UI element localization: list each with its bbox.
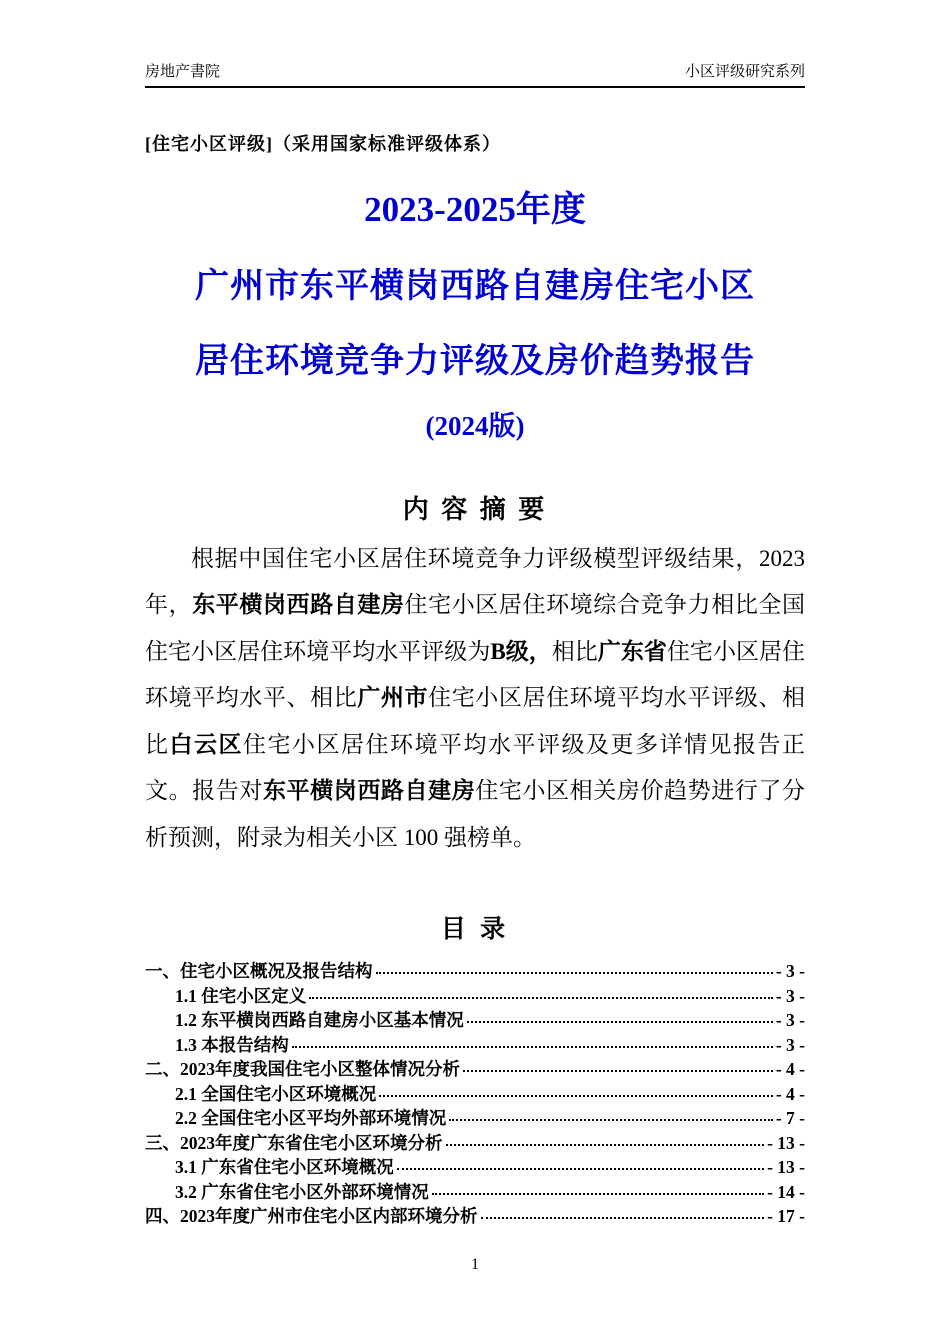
abstract-text: 住宅小区相关房价趋势进行了分析预测，附录为相关小区 100 强榜单。 [145, 778, 806, 850]
toc-dotted-leader [309, 997, 773, 999]
toc-item-page-number: - 3 - [775, 985, 805, 1006]
toc-item-page-number: - 3 - [775, 1010, 805, 1031]
toc-item-label: 三、2023年度广东省住宅小区环境分析 [145, 1132, 443, 1153]
abstract-paragraph [145, 536, 805, 861]
toc-item[interactable] [145, 1204, 805, 1229]
toc-heading: 目 录 [440, 916, 510, 944]
table-of-contents [145, 959, 805, 1229]
toc-dotted-leader [449, 1119, 773, 1121]
report-title-years: 2023-2025年度 [364, 190, 586, 229]
toc-item-page-number: - 7 - [775, 1108, 805, 1129]
toc-item[interactable] [145, 1155, 805, 1180]
abstract-bold-text: 广州市 [357, 685, 429, 711]
abstract-bold-text: 东平横岗西路自建房 [262, 778, 476, 804]
toc-item[interactable] [145, 1180, 805, 1205]
abstract-text: 住宅小区居住环境综合竞争力相比全国住宅小区居住环境平均水平评级为 [145, 592, 806, 664]
toc-item-label: 四、2023年度广州市住宅小区内部环境分析 [145, 1206, 478, 1227]
toc-item[interactable] [145, 959, 805, 984]
toc-item-page-number: - 3 - [775, 961, 805, 982]
toc-dotted-leader [292, 1046, 773, 1048]
toc-dotted-leader [446, 1144, 765, 1146]
page-header [145, 60, 805, 88]
toc-item-page-number: - 13 - [767, 1157, 805, 1178]
toc-item-label: 1.3 本报告结构 [175, 1034, 289, 1055]
toc-item[interactable] [145, 1106, 805, 1131]
toc-item-label: 3.2 广东省住宅小区外部环境情况 [175, 1181, 429, 1202]
abstract-bold-text: 广东省 [597, 638, 667, 664]
toc-item[interactable] [145, 1131, 805, 1156]
header-right-text: 小区评级研究系列 [684, 64, 805, 80]
report-title-block [145, 182, 805, 443]
toc-item-page-number: - 13 - [767, 1132, 805, 1153]
toc-item-label: 1.2 东平横岗西路自建房小区基本情况 [175, 1010, 464, 1031]
toc-item[interactable] [145, 1057, 805, 1082]
toc-item-label: 一、住宅小区概况及报告结构 [145, 961, 373, 982]
toc-dotted-leader [481, 1217, 765, 1219]
header-left-text: 房地产書院 [145, 64, 221, 80]
toc-item[interactable] [145, 1082, 805, 1107]
abstract-bold-text: 东平横岗西路自建房 [192, 592, 405, 618]
report-title-community: 广州市东平横岗西路自建房住宅小区 [195, 268, 755, 305]
report-edition: (2024版) [425, 411, 525, 441]
toc-item-label: 3.1 广东省住宅小区环境概况 [175, 1157, 394, 1178]
toc-dotted-leader [379, 1095, 773, 1097]
toc-item-page-number: - 14 - [767, 1181, 805, 1202]
abstract-bold-text: 白云区 [169, 731, 243, 757]
toc-dotted-leader [376, 972, 773, 974]
toc-dotted-leader [463, 1070, 773, 1072]
abstract-text: 住宅小区居住环境平均水平评级、相比 [145, 685, 806, 757]
abstract-bold-text: B级， [490, 638, 552, 664]
abstract-heading: 内 容 摘 要 [402, 495, 548, 524]
toc-item[interactable] [145, 1008, 805, 1033]
rating-system-label: [住宅小区评级]（采用国家标准评级体系） [145, 134, 501, 154]
toc-dotted-leader [432, 1193, 764, 1195]
abstract-text: 住宅小区居住环境平均水平评级及更多详情见报告正文。报告对 [145, 731, 805, 804]
abstract-text: 住宅小区居住环境平均水平、相比 [145, 638, 806, 711]
abstract-text: 根据中国住宅小区居住环境竞争力评级模型评级结果，2023 年， [145, 546, 805, 618]
abstract-text: 相比 [551, 638, 598, 664]
toc-dotted-leader [467, 1021, 773, 1023]
page-number: 1 [471, 1256, 479, 1273]
toc-item-page-number: - 17 - [767, 1206, 805, 1227]
toc-item[interactable] [145, 984, 805, 1009]
toc-item-page-number: - 4 - [775, 1083, 805, 1104]
report-title-subject: 居住环境竞争力评级及房价趋势报告 [195, 343, 755, 380]
toc-dotted-leader [397, 1168, 764, 1170]
toc-item-page-number: - 4 - [775, 1059, 805, 1080]
toc-item[interactable] [145, 1033, 805, 1058]
toc-item-label: 1.1 住宅小区定义 [175, 985, 307, 1006]
toc-item-label: 二、2023年度我国住宅小区整体情况分析 [145, 1059, 460, 1080]
toc-item-label: 2.2 全国住宅小区平均外部环境情况 [175, 1108, 447, 1129]
toc-item-page-number: - 3 - [775, 1034, 805, 1055]
toc-item-label: 2.1 全国住宅小区环境概况 [175, 1083, 377, 1104]
